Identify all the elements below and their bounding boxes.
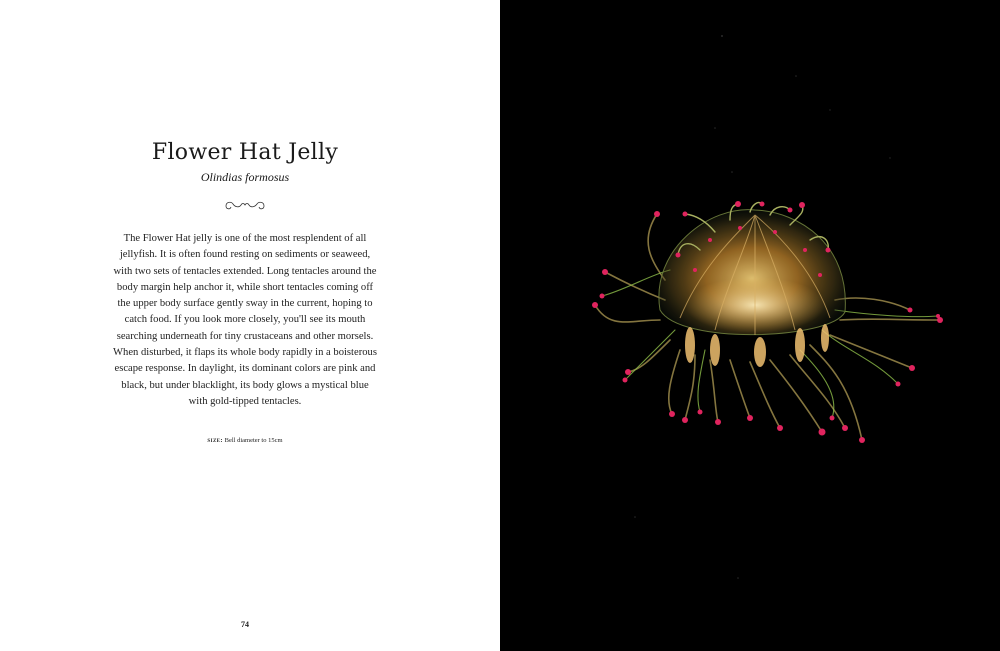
size-value: Bell diameter to 15cm <box>224 437 283 444</box>
page-number: 74 <box>241 620 249 629</box>
scientific-name: Olindias formosus <box>200 170 290 184</box>
size-label: size: <box>207 437 223 444</box>
description-paragraph: The Flower Hat jelly is one of the most resplendent of all jellyfish. It is often found resting on sediments or seaweed, with two sets of tentacles extended. Long tentacles around the body margin help anchor it, while short tentacles coming off the upper body surface gently sway in the current, hoping to catch food. If you look more closely, you'll see its mouth searching underneath for tiny crustaceans and other morsels. When disturbed, it flaps its whole body rapidly in a boisterous escape response. In daylight, its dominant colors are pink and black, but under blacklight, its body glows a mystical blue with gold-tipped tentacles. <box>113 233 377 407</box>
flourish-ornament-icon <box>224 199 266 213</box>
size-info <box>0 437 490 444</box>
jellyfish-body <box>592 201 943 443</box>
photo-page <box>500 0 1000 651</box>
jellyfish-photo <box>500 0 1000 651</box>
page-title: Flower Hat Jelly <box>151 140 339 165</box>
